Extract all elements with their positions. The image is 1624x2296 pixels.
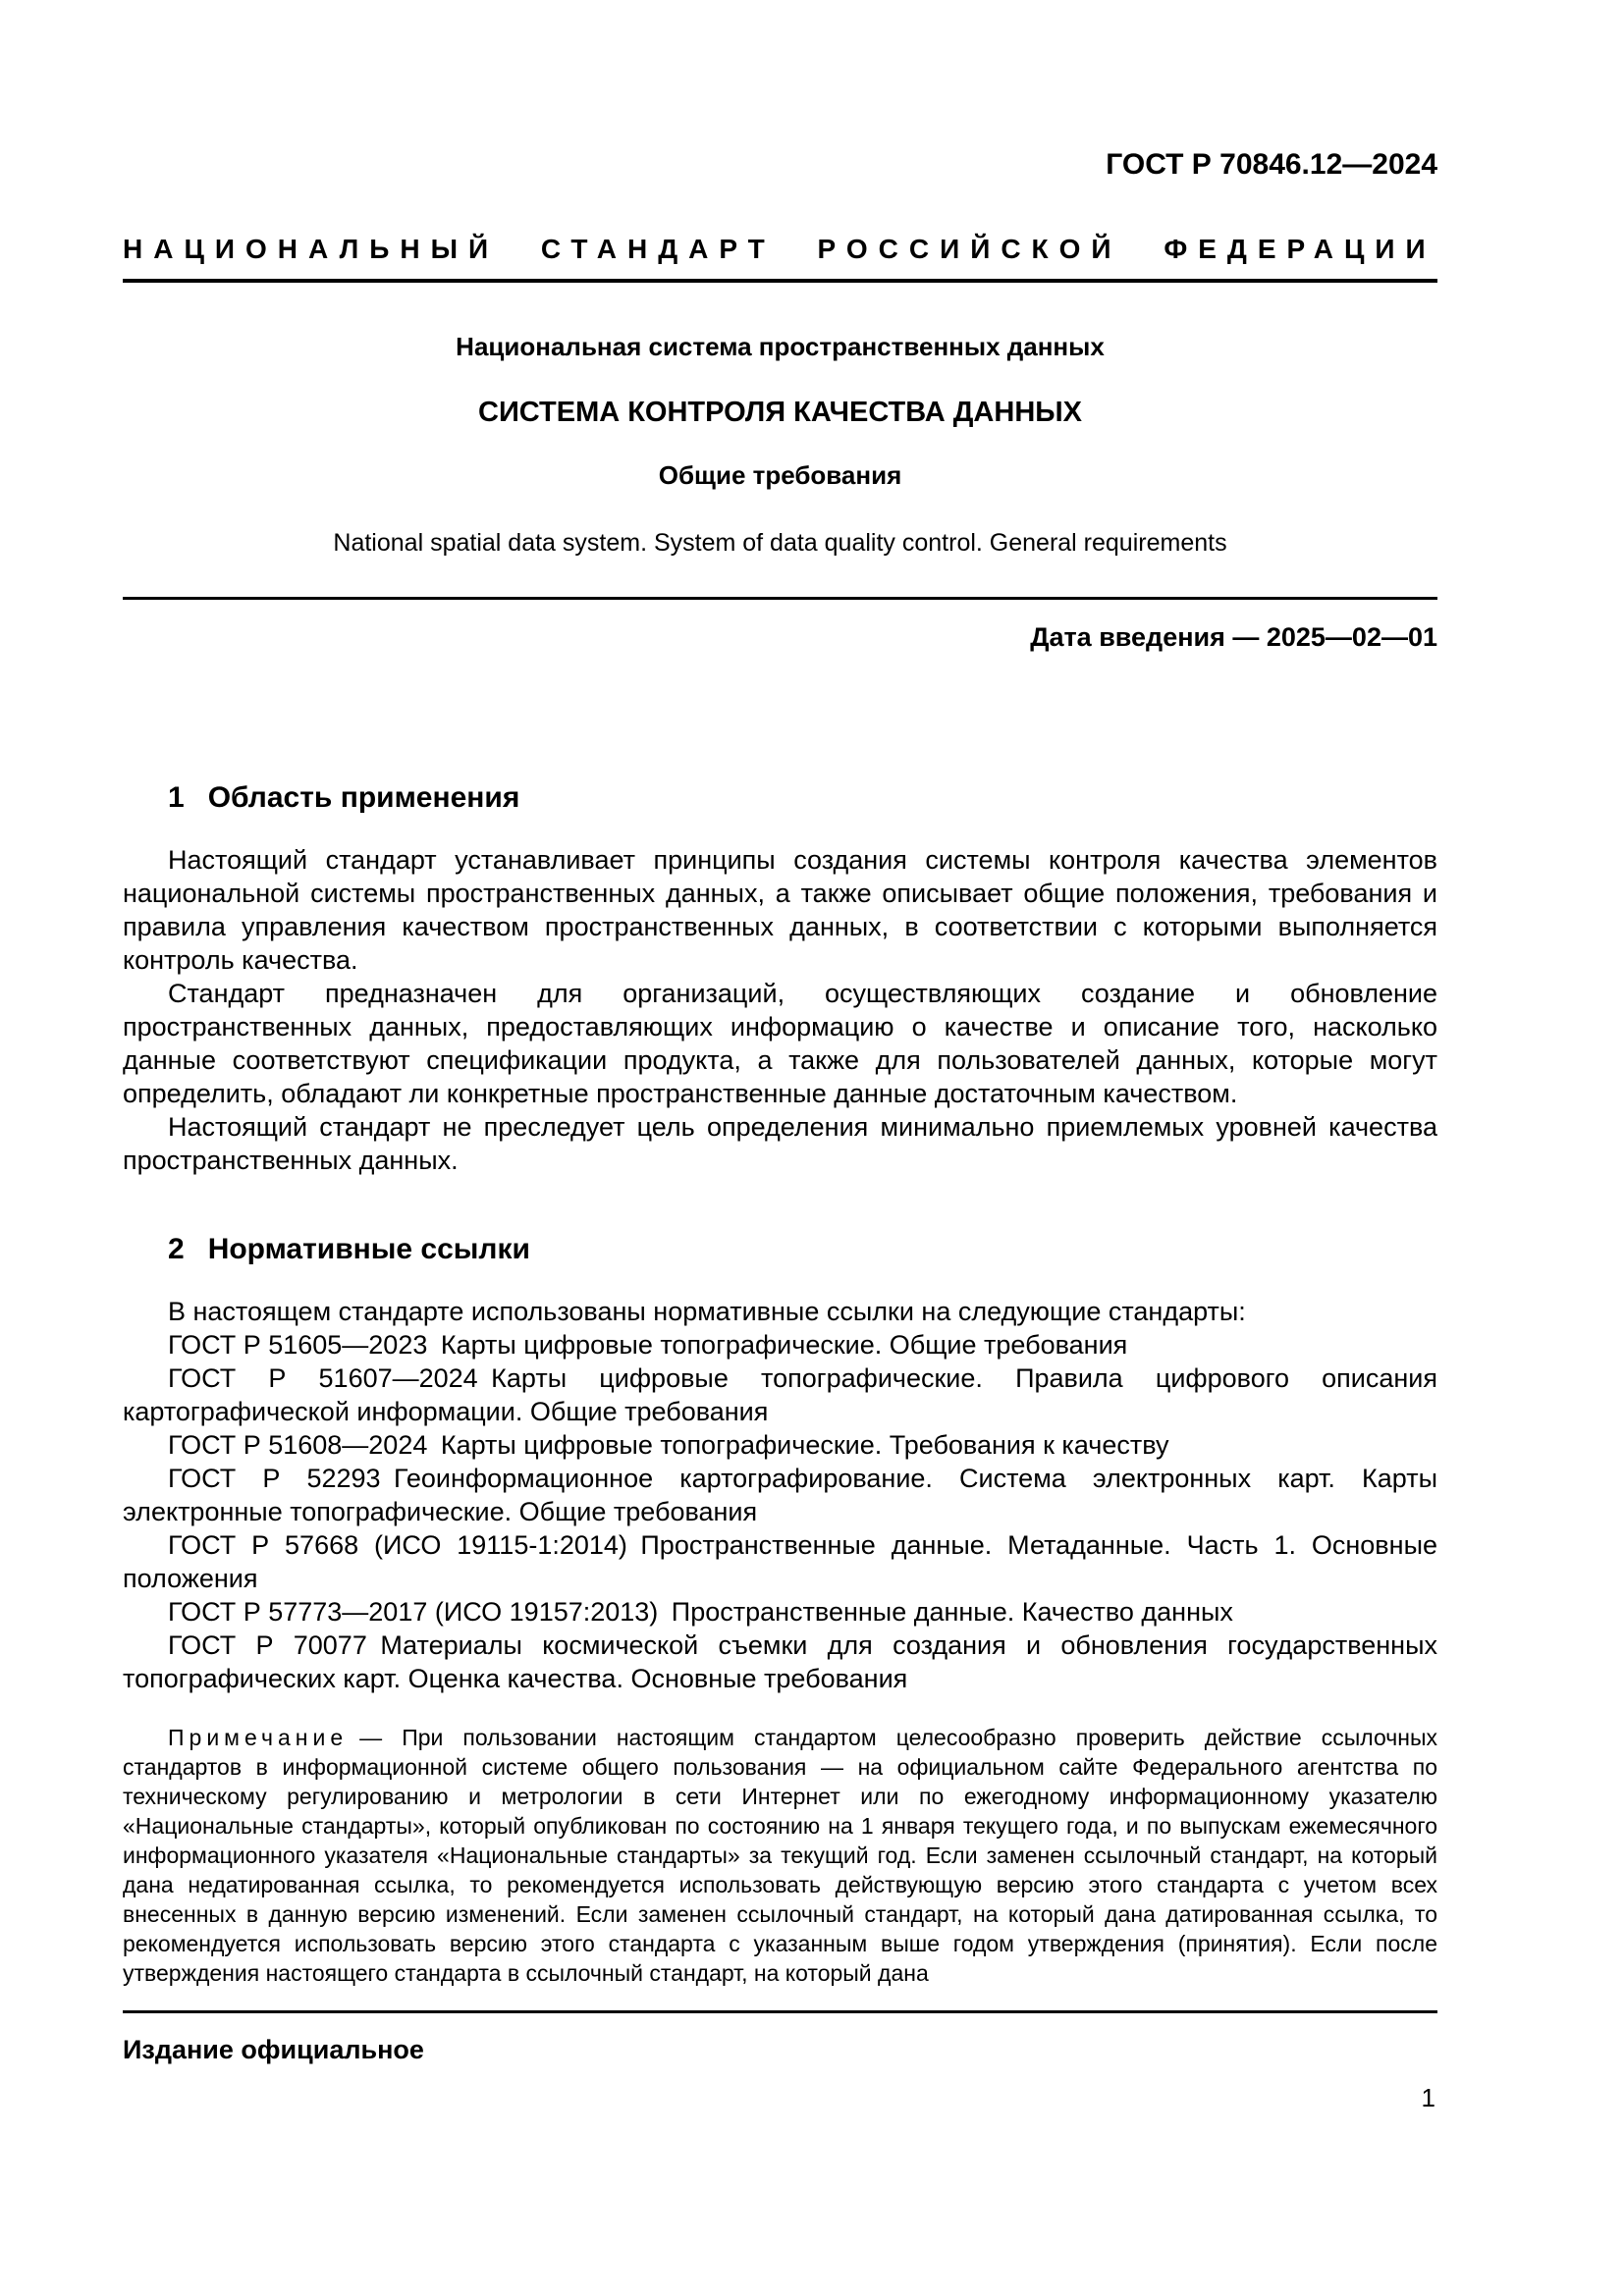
footer-rule xyxy=(123,2010,1437,2013)
national-standard-banner: НАЦИОНАЛЬНЫЙ СТАНДАРТ РОССИЙСКОЙ ФЕДЕРАЦИИ xyxy=(123,234,1436,264)
introduction-date: Дата введения — 2025—02—01 xyxy=(1030,622,1437,652)
section-heading xyxy=(123,780,1437,816)
section-title: Область применения xyxy=(207,781,520,814)
paragraph: Стандарт предназначен для организаций, осуществляющих создание и обновление пространственных данных, предоставляющих информацию о качестве и описание того, насколько данные соответствуют спецификации продукта, а также для пользователей данных, которые могут определить, обладают ли конкретные пространственные данные достаточным качеством. xyxy=(123,979,1437,1108)
document-title-english: National spatial data system. System of data quality control. General requirements xyxy=(333,529,1227,557)
paragraph: В настоящем стандарте использованы нормативные ссылки на следующие стандарты: xyxy=(168,1297,1246,1326)
standard-reference: ГОСТ Р 70077 Материалы космической съемки для создания и обновления государственных топографических карт. Оценка качества. Основные требования xyxy=(123,1630,1437,1693)
section-title: Нормативные ссылки xyxy=(207,1233,530,1265)
section-heading xyxy=(123,1232,1437,1267)
paragraph: Настоящий стандарт устанавливает принципы создания системы контроля качества элементов национальной системы пространственных данных, а также описывает общие положения, требования и правила управления качеством пространственных данных, в соответствии с которыми выполняется контроль качества. xyxy=(123,845,1437,975)
standard-reference: ГОСТ Р 51605—2023 Карты цифровые топографические. Общие требования xyxy=(168,1330,1128,1360)
standard-reference: ГОСТ Р 57773—2017 (ИСО 19157:2013) Пространственные данные. Качество данных xyxy=(168,1597,1233,1627)
note xyxy=(123,1723,1437,1988)
standard-reference: ГОСТ Р 51608—2024 Карты цифровые топографические. Требования к качеству xyxy=(168,1430,1169,1460)
title-block xyxy=(123,332,1437,558)
standard-reference: ГОСТ Р 51607—2024 Карты цифровые топографические. Правила цифрового описания картографической информации. Общие требования xyxy=(123,1363,1437,1426)
paragraph: Настоящий стандарт не преследует цель определения минимально приемлемых уровней качества пространственных данных. xyxy=(123,1112,1437,1175)
system-name: Национальная система пространственных данных xyxy=(456,332,1105,361)
doc-number: ГОСТ Р 70846.12—2024 xyxy=(1106,148,1437,181)
header-rule xyxy=(123,279,1437,283)
section-number: 2 xyxy=(168,1233,185,1265)
section-scope xyxy=(123,780,1437,1177)
title-rule xyxy=(123,597,1437,600)
standard-reference: ГОСТ Р 52293 Геоинформационное картографирование. Система электронных карт. Карты электронные топографические. Общие требования xyxy=(123,1464,1437,1526)
note-label: Примечание xyxy=(168,1725,349,1750)
section-number: 1 xyxy=(168,781,185,814)
section-normative-references xyxy=(123,1232,1437,1988)
edition-label: Издание официальное xyxy=(123,2035,424,2064)
document-title: СИСТЕМА КОНТРОЛЯ КАЧЕСТВА ДАННЫХ xyxy=(478,397,1082,428)
page-number: 1 xyxy=(1421,2083,1435,2112)
document-subtitle: Общие требования xyxy=(658,460,902,490)
note-text: — При пользовании настоящим стандартом целесообразно проверить действие ссылочных стандартов в информационной системе общего пользования — на официальном сайте Федерального агентства по техническому регулированию и метрологии в сети Интернет или по ежегодному информационному указателю «Национальные стандарты», который опубликован по состоянию на 1 января текущего года, и по выпускам ежемесячного информационного указателя «Национальные стандарты» за текущий год. Если заменен ссылочный стандарт, на который дана недатированная ссылка, то рекомендуется использовать действующую версию этого стандарта с учетом всех внесенных в данную версию изменений. Если заменен ссылочный стандарт, на который дана датированная ссылка, то рекомендуется использовать версию этого стандарта с указанным выше годом утверждения (принятия). Если после утверждения настоящего стандарта в ссылочный стандарт, на который дана xyxy=(123,1725,1437,1986)
standard-reference: ГОСТ Р 57668 (ИСО 19115-1:2014) Пространственные данные. Метаданные. Часть 1. Основные положения xyxy=(123,1530,1437,1593)
